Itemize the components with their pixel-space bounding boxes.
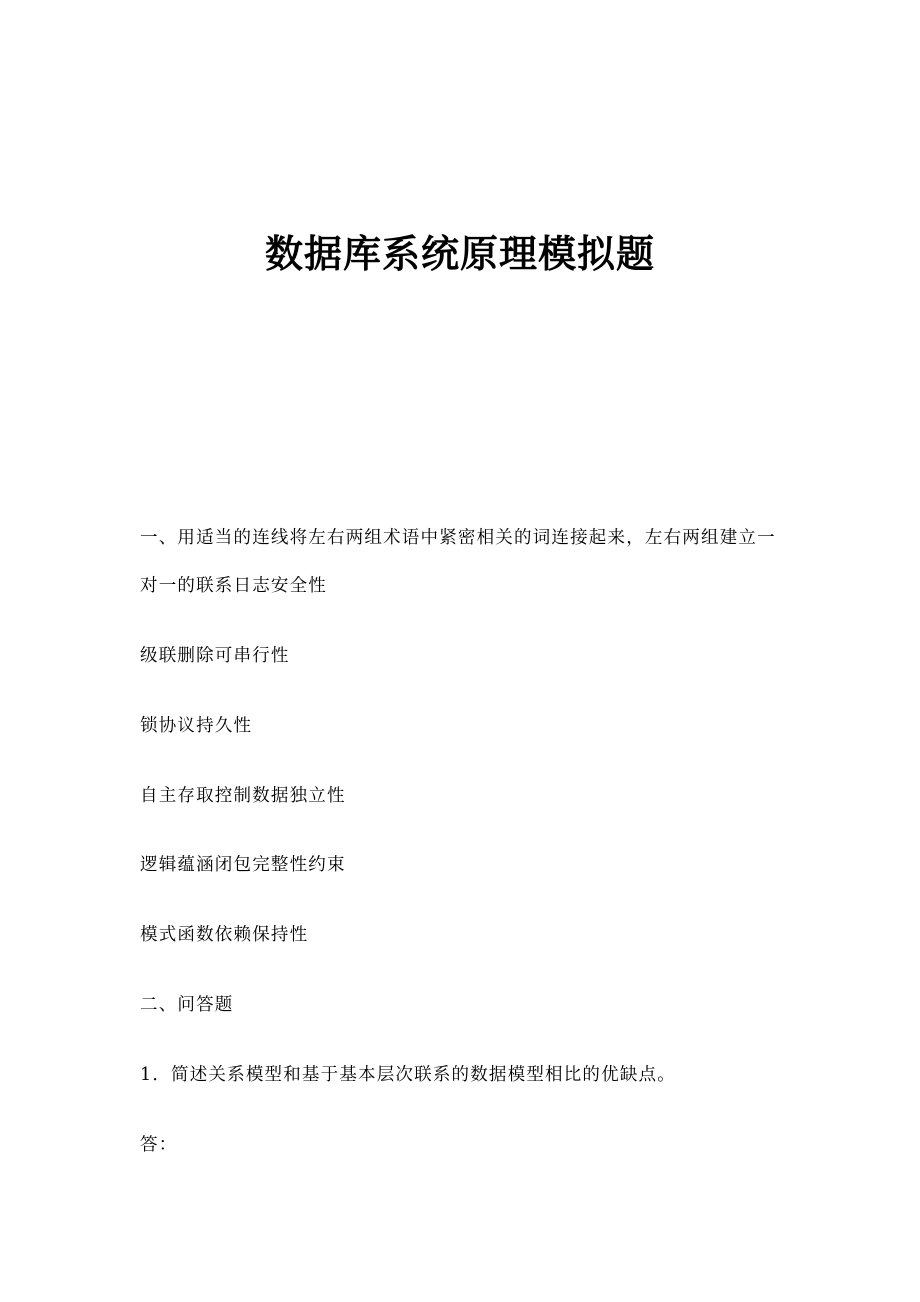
term-pair-line: 自主存取控制数据独立性 [140, 786, 346, 806]
section-two-heading: 二、问答题 [140, 995, 234, 1015]
section-one-instruction-line-2: 对一的联系日志安全性 [140, 576, 327, 596]
answer-label: 答： [140, 1135, 178, 1155]
term-pair-line: 模式函数依赖保持性 [140, 925, 309, 945]
term-pair-line: 级联删除可串行性 [140, 646, 290, 666]
section-one-instruction-line-1: 一、用适当的连线将左右两组术语中紧密相关的词连接起来，左右两组建立一 [140, 528, 776, 548]
document-title: 数据库系统原理模拟题 [264, 231, 655, 276]
term-pair-line: 逻辑蕴涵闭包完整性约束 [140, 855, 346, 875]
term-pair-line: 锁协议持久性 [140, 716, 253, 736]
question-1: 1．简述关系模型和基于基本层次联系的数据模型相比的优缺点。 [140, 1065, 676, 1085]
